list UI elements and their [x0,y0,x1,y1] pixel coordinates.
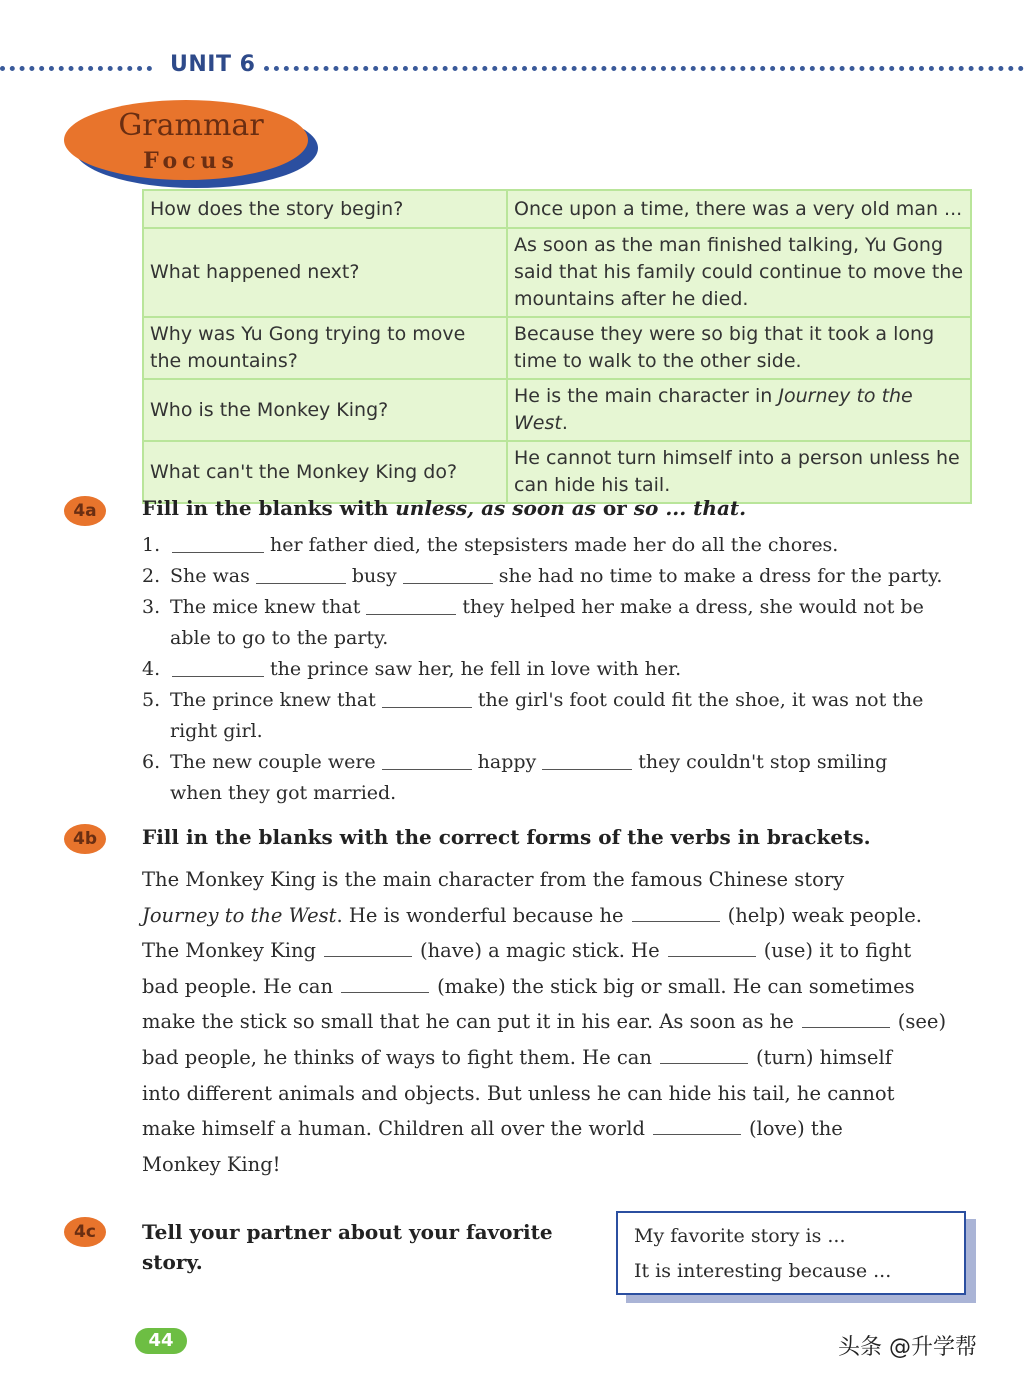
answer-blank[interactable] [660,1041,748,1064]
section-4a-title: Fill in the blanks with unless, as soon as or so ... that. [142,496,747,520]
table-answer: He cannot turn himself into a person unless he can hide his tail. [507,441,971,503]
table-row [143,190,971,228]
grammar-focus-badge [64,100,318,188]
header-dotted-rule-right [264,66,1024,71]
exercise-4b-paragraph: The Monkey King is the main character from the famous Chinese story Journey to the West. He is wonderful because he (help) weak people. The Monkey King (have) a magic stick. He (use) it to fight bad people. He can (make) the stick big or small. He can sometimes make the stick so small that he can put it in his ear. As soon as he (see) bad people, he thinks of ways to fight them. He can (turn) himself into different animals and objects. But unless he can hide his tail, he cannot make himself a human. Children all over the world (love) the Monkey King! [142,868,947,1176]
exercise-item-continuation: right girl. [170,720,263,742]
answer-blank[interactable] [668,934,756,957]
table-question: What happened next? [143,228,507,317]
exercise-item: 3. The mice knew that they helped her make a dress, she would not be [142,592,942,623]
exercise-item: 4. the prince saw her, he fell in love with her. [142,654,942,685]
answer-blank[interactable] [172,530,264,553]
section-4c-badge: 4c [64,1217,106,1247]
exercise-item-continuation: when they got married. [170,782,397,804]
table-row [143,317,971,379]
answer-blank[interactable] [382,685,472,708]
answer-blank[interactable] [324,934,412,957]
watermark-text: 头条 @升学帮 [838,1335,977,1360]
section-4b-badge: 4b [64,824,106,854]
answer-blank[interactable] [382,747,472,770]
exercise-item-continuation: able to go to the party. [170,627,389,649]
table-row [143,441,971,503]
answer-blank[interactable] [341,970,429,993]
header-dotted-rule-left [0,66,152,71]
unit-title: UNIT 6 [170,52,256,77]
table-answer: As soon as the man finished talking, Yu Gong said that his family could continue to move the mountains after he died. [507,228,971,317]
section-4c-title: Tell your partner about your favorite story. [142,1220,553,1274]
answer-blank[interactable] [653,1112,741,1135]
page-number: 44 [135,1328,187,1354]
prompt-line: My favorite story is ... [634,1225,846,1247]
table-question: Why was Yu Gong trying to move the mountains? [143,317,507,379]
table-answer: Because they were so big that it took a long time to walk to the other side. [507,317,971,379]
exercise-item: 2. She was busy she had no time to make a dress for the party. [142,561,942,592]
table-question: How does the story begin? [143,190,507,228]
exercise-item: 5. The prince knew that the girl's foot could fit the shoe, it was not the [142,685,942,716]
answer-blank[interactable] [256,561,346,584]
speech-prompt-box [616,1211,966,1295]
section-4b-title: Fill in the blanks with the correct forms of the verbs in brackets. [142,825,871,849]
table-row [143,379,971,441]
badge-focus-text: Focus [143,148,239,174]
answer-blank[interactable] [172,654,264,677]
grammar-focus-table [142,189,972,504]
answer-blank[interactable] [366,592,456,615]
exercise-4a-list [142,530,942,809]
table-question: Who is the Monkey King? [143,379,507,441]
answer-blank[interactable] [403,561,493,584]
table-answer: He is the main character in Journey to the West. [507,379,971,441]
section-4a-badge: 4a [64,496,106,526]
table-question: What can't the Monkey King do? [143,441,507,503]
answer-blank[interactable] [542,747,632,770]
exercise-item: 6. The new couple were happy they couldn't stop smiling [142,747,942,778]
answer-blank[interactable] [632,899,720,922]
table-row [143,228,971,317]
answer-blank[interactable] [802,1005,890,1028]
prompt-line: It is interesting because ... [634,1260,892,1282]
table-answer: Once upon a time, there was a very old man ... [507,190,971,228]
exercise-item: 1. her father died, the stepsisters made her do all the chores. [142,530,942,561]
badge-grammar-text: Grammar [118,108,264,143]
